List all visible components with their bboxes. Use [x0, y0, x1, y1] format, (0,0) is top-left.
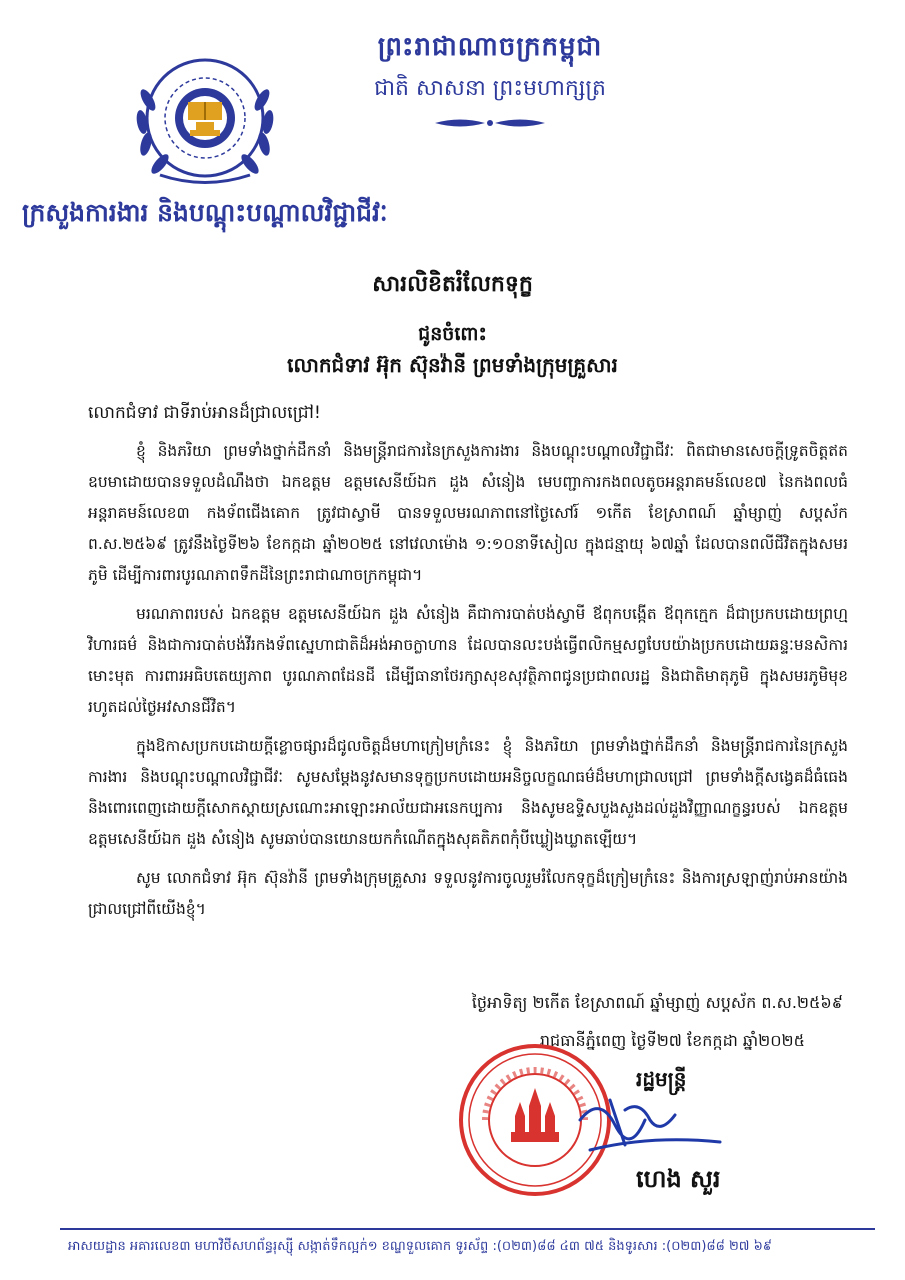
to-label: ជូនចំពោះ [418, 323, 487, 345]
temple-icon [511, 1088, 559, 1142]
ministry-name: ក្រសួងការងារ និងបណ្តុះបណ្តាលវិជ្ជាជីវៈ [22, 198, 388, 227]
signer-title: រដ្ឋមន្ត្រី [636, 1067, 687, 1091]
kingdom-motto: ជាតិ សាសនា ព្រះមហាក្សត្រ [374, 76, 606, 101]
kingdom-title: ព្រះរាជាណាចក្រកម្ពុជា [377, 32, 603, 62]
signer-name: ហេង សួរ [636, 1165, 721, 1193]
kingdom-header [340, 30, 640, 134]
ministry-logo [130, 40, 280, 190]
salutation: លោកជំទាវ ជាទីរាប់អានដ៏ជ្រាលជ្រៅ! [88, 403, 321, 423]
lunar-date: ថ្ងៃអាទិត្យ ២កើត ខែស្រាពណ៍ ឆ្នាំម្សាញ់ សប្តស័ក ព.ស.២៥៦៩ [471, 993, 843, 1012]
footer-divider [60, 1228, 875, 1230]
footer-address: អាសយដ្ឋាន អគារលេខ៣ មហាវិថីសហព័ន្ធរុស្ស៊ី សង្កាត់ទឹកល្អក់១ ខណ្ឌទួលគោក ទូរស័ព្ទ :(០២៣)៨៨ ៤៣ ៧៥ និងទូរសារ :(០២៣)៨៨ ២៧ ៦៩ [68, 1239, 773, 1254]
paragraph-1: ខ្ញុំ និងភរិយា ព្រមទាំងថ្នាក់ដឹកនាំ និងមន្ត្រីរាជការនៃក្រសួងការងារ និងបណ្តុះបណ្តាលវិជ្ជាជីវៈ ពិតជាមានសេចក្តីទ្រូតចិត្តឥតឧបមាដោយបានទទួលដំណឹងថា ឯកឧត្តម ឧត្តមសេនីយ៍ឯក ដួង សំនៀង មេបញ្ជាការកងពលតូចអន្តរាគមន៍លេខ៧ នៃកងពលធំអន្តរាគមន៍លេខ៣ កងទ័ពជើងគោក ត្រូវជាស្វាមី បានទទួលមរណភាពនៅថ្ងៃសៅរ៍ ១កើត ខែស្រាពណ៍ ឆ្នាំម្សាញ់ សប្តស័ក ព.ស.២៥៦៩ ត្រូវនឹងថ្ងៃទី២៦ ខែកក្កដា ឆ្នាំ២០២៥ នៅវេលាម៉ោង ១:១០នាទីសៀល ក្នុងជន្មាយុ ៦៧ឆ្នាំ ដែលបានពលីជីវិតក្នុងសមរភូមិ ដើម្បីការពារបូរណភាពទឹកដីនៃព្រះរាជាណាចក្រកម្ពុជា។ [88, 442, 848, 584]
signature [570, 1090, 730, 1160]
letter-body [88, 436, 848, 933]
gregorian-date: រាជធានីភ្នំពេញ ថ្ងៃទី២៧ ខែកក្កដា ឆ្នាំ២០២៥ [539, 1031, 805, 1050]
paragraph-2: មរណភាពរបស់ ឯកឧត្តម ឧត្តមសេនីយ៍ឯក ដួង សំនៀង គឺជាការបាត់បង់ស្វាមី ឪពុកបង្កើត ឪពុកក្មេក ដ៏ជាប្រកបដោយព្រហ្មវិហារធម៌ និងជាការបាត់បង់វីរកងទ័ពស្នេហាជាតិដ៏អង់អាចក្លាហាន ដែលបានលះបង់ធ្វើពលិកម្មសព្វបែបយ៉ាងប្រកបដោយឆន្ទៈមនសិការមោះមុត ការពារអធិបតេយ្យភាព បូរណភាពដែនដី ដើម្បីធានាថែរក្សាសុខសុវត្ថិភាពជូនប្រជាពលរដ្ឋ និងជាតិមាតុភូមិ ក្នុងសមរភូមិមុខរហូតដល់ថ្ងៃអវសានជីវិត។ [88, 605, 848, 716]
paragraph-3: ក្នុងឱកាសប្រកបដោយក្តីខ្លោចផ្សារដ៏ជូលចិត្តដ៏មហាក្រៀមក្រំនេះ ខ្ញុំ និងភរិយា ព្រមទាំងថ្នាក់ដឹកនាំ និងមន្ត្រីរាជការនៃក្រសួងការងារ និងបណ្តុះបណ្តាលវិជ្ជាជីវៈ សូមសម្តែងនូវសមានទុក្ខប្រកបដោយអនិច្ចលក្ខណធម៌ដ៏មហាជ្រាលជ្រៅ ព្រមទាំងក្តីសង្វេគដ៏ធំធេង និងពោរពេញដោយក្តីសោកស្តាយស្រណោះអាឡោះអាល័យជាអនេកប្បការ និងសូមឧទ្ទិសបួងសួងដល់ដួងវិញ្ញាណក្ខន្ធរបស់ ឯកឧត្តម ឧត្តមសេនីយ៍ឯក ដួង សំនៀង សូមឆាប់បានយោនយកកំណើតក្នុងសុគតិភពកុំបីឃ្លៀងឃ្លាតឡើយ។ [88, 737, 848, 848]
letter-title: សារលិខិតរំលែកទុក្ខ [372, 272, 533, 297]
ornament-divider-icon [430, 116, 550, 130]
recipient-line: លោកជំទាវ អ៊ុក ស៊ុនវ៉ានី ព្រមទាំងក្រុមគ្រួសារ [287, 353, 618, 377]
paragraph-4: សូម លោកជំទាវ អ៊ុក ស៊ុនវ៉ានី ព្រមទាំងក្រុមគ្រួសារ ទទួលនូវការចូលរួមរំលែកទុក្ខដ៏ក្រៀមក្រំនេះ និងការស្រឡាញ់រាប់អានយ៉ាងជ្រាលជ្រៅពីយើងខ្ញុំ។ [88, 869, 848, 918]
book-icon [188, 102, 222, 120]
